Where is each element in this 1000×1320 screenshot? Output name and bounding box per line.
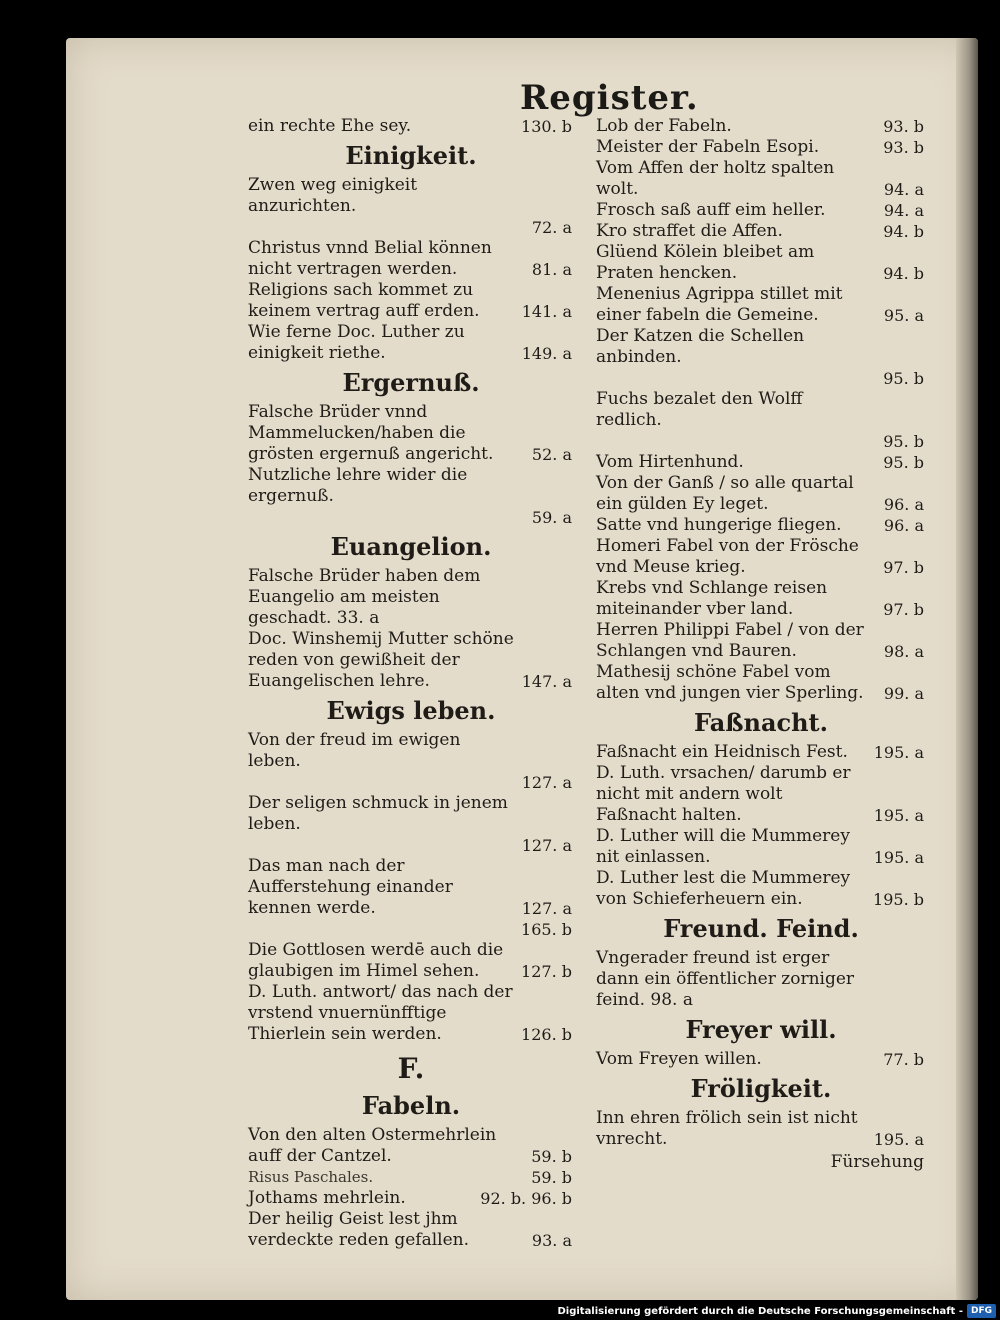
register-entry bbox=[248, 1167, 574, 1188]
entry-text: Krebs vnd Schlange reisen miteinander vber land. bbox=[596, 578, 828, 619]
entry-text: ein rechte Ehe sey. bbox=[248, 116, 412, 136]
entry-page-ref: 77. b bbox=[883, 1050, 924, 1069]
entry-text: Meister der Fabeln Esopi. bbox=[596, 137, 820, 157]
section-heading: Einigkeit. bbox=[345, 141, 477, 170]
entry-page-ref: 81. a bbox=[531, 260, 572, 279]
register-entry bbox=[248, 402, 574, 465]
entry-text: Jothams mehrlein. bbox=[248, 1188, 406, 1208]
entry-text: Faßnacht ein Heidnisch Fest. bbox=[596, 742, 848, 762]
entry-text: D. Luth. vrsachen/ darumb er nicht mit andern wolt Faßnacht halten. bbox=[596, 763, 851, 825]
running-head: Register. bbox=[520, 78, 699, 118]
entry-text: Vom Freyen willen. bbox=[596, 1049, 762, 1069]
register-entry bbox=[248, 919, 574, 940]
entry-text: Von der freud im ewigen leben. bbox=[248, 730, 461, 771]
entry-page-ref: 98. a bbox=[883, 642, 924, 661]
entry-text: Religions sach kommet zu keinem vertrag auff erden. bbox=[248, 280, 480, 321]
section-heading: Freyer will. bbox=[685, 1015, 837, 1044]
entry-page-ref: 94. b bbox=[883, 222, 924, 241]
entry-text: Kro straffet die Affen. bbox=[596, 221, 783, 241]
section-letter: F. bbox=[397, 1052, 425, 1085]
register-entry bbox=[596, 326, 926, 389]
register-entry bbox=[596, 200, 926, 221]
register-entry bbox=[596, 389, 926, 452]
register-entry bbox=[248, 322, 574, 364]
entry-text: Zwen weg einigkeit anzurichten. bbox=[248, 175, 418, 216]
entry-page-ref: 95. b bbox=[883, 432, 924, 451]
entry-page-ref: 195. a bbox=[873, 848, 924, 867]
entry-text: Falsche Brüder haben dem Euangelio am meisten geschadt. 33. a bbox=[248, 566, 481, 628]
entry-text: Von der Ganß / so alle quartal ein gülden Ey leget. bbox=[596, 473, 854, 514]
register-entry bbox=[596, 868, 926, 910]
register-entry bbox=[596, 536, 926, 578]
entry-text: Glüend Kölein bleibet am Praten hencken. bbox=[596, 242, 815, 283]
section-heading: Fabeln. bbox=[361, 1091, 461, 1120]
entry-text: Satte vnd hungerige fliegen. bbox=[596, 515, 842, 535]
entry-page-ref: 97. b bbox=[883, 600, 924, 619]
entry-text: D. Luth. antwort/ das nach der vrstend vnuernünfftige Thierlein sein werden. bbox=[248, 982, 513, 1044]
entry-text: Der seligen schmuck in jenem leben. bbox=[248, 793, 508, 834]
entry-text: Fuchs bezalet den Wolff redlich. bbox=[596, 389, 803, 430]
register-entry bbox=[596, 948, 926, 1011]
entry-text: Herren Philippi Fabel / von der Schlangen vnd Bauren. bbox=[596, 620, 864, 661]
entry-page-ref: 95. b bbox=[883, 369, 924, 388]
register-entry bbox=[596, 763, 926, 826]
entry-text: Menenius Agrippa stillet mit einer fabeln die Gemeine. bbox=[596, 284, 843, 325]
entry-page-ref: 127. b bbox=[521, 962, 572, 981]
register-entry bbox=[248, 982, 574, 1045]
register-entry bbox=[596, 284, 926, 326]
entry-text: Wie ferne Doc. Luther zu einigkeit riethe. bbox=[248, 322, 465, 363]
entry-text: Homeri Fabel von der Frösche vnd Meuse krieg. bbox=[596, 536, 859, 577]
register-entry bbox=[596, 515, 926, 536]
register-entry bbox=[248, 175, 574, 238]
register-entry bbox=[248, 629, 574, 692]
register-entry bbox=[248, 793, 574, 856]
register-entry bbox=[596, 662, 926, 704]
entry-text: Falsche Brüder vnnd Mammelucken/haben die grösten ergernuß angericht. bbox=[248, 402, 494, 464]
entry-text: Risus Paschales. bbox=[248, 1168, 374, 1186]
entry-text: Vom Affen der holtz spalten wolt. bbox=[596, 158, 835, 199]
register-entry bbox=[596, 473, 926, 515]
entry-text: Vngerader freund ist erger dann ein öffentlicher zorniger feind. 98. a bbox=[596, 948, 855, 1010]
entry-page-ref: 195. a bbox=[873, 743, 924, 762]
register-entry bbox=[596, 221, 926, 242]
register-entry bbox=[596, 742, 926, 763]
digitization-footer bbox=[557, 1304, 996, 1318]
entry-page-ref: 126. b bbox=[521, 1025, 572, 1044]
entry-page-ref: 165. b bbox=[521, 920, 572, 939]
book-spine bbox=[956, 38, 978, 1300]
entry-page-ref: 127. a bbox=[521, 836, 572, 855]
entry-text: Die Gottlosen werdē auch die glaubigen im Himel sehen. bbox=[248, 940, 504, 981]
register-entry bbox=[596, 578, 926, 620]
entry-page-ref: 99. a bbox=[883, 684, 924, 703]
entry-page-ref: 97. b bbox=[883, 558, 924, 577]
catchword: Fürsehung bbox=[830, 1152, 924, 1172]
dfg-logo: DFG bbox=[967, 1304, 996, 1318]
section-heading: Freund. Feind. bbox=[663, 914, 859, 943]
section-heading: Ewigs leben. bbox=[326, 696, 496, 725]
register-entry bbox=[596, 452, 926, 473]
entry-page-ref: 147. a bbox=[521, 672, 572, 691]
entry-page-ref: 127. a bbox=[521, 773, 572, 792]
register-entry bbox=[248, 238, 574, 280]
entry-page-ref: 149. a bbox=[521, 344, 572, 363]
register-entry bbox=[596, 620, 926, 662]
entry-page-ref: 94. b bbox=[883, 264, 924, 283]
entry-page-ref: 59. b bbox=[531, 1147, 572, 1166]
entry-page-ref: 52. a bbox=[531, 445, 572, 464]
entry-page-ref: 93. b bbox=[883, 117, 924, 136]
entry-page-ref: 127. a bbox=[521, 899, 572, 918]
entry-page-ref: 130. b bbox=[521, 117, 572, 136]
register-entry bbox=[248, 280, 574, 322]
register-entry bbox=[248, 1188, 574, 1209]
entry-page-ref: 195. a bbox=[873, 1130, 924, 1149]
register-entry bbox=[248, 1125, 574, 1167]
register-entry bbox=[248, 566, 574, 629]
entry-page-ref: 93. a bbox=[531, 1231, 572, 1250]
register-entry bbox=[248, 940, 574, 982]
entry-text: D. Luther lest die Mummerey von Schieferheuern ein. bbox=[596, 868, 851, 909]
entry-page-ref: 95. b bbox=[883, 453, 924, 472]
section-heading: Euangelion. bbox=[330, 532, 492, 561]
entry-text: Das man nach der Aufferstehung einander kennen werde. bbox=[248, 856, 453, 918]
register-column-right bbox=[596, 116, 926, 1172]
entry-page-ref: 94. a bbox=[883, 180, 924, 199]
register-entry bbox=[596, 158, 926, 200]
section-heading: Faßnacht. bbox=[693, 708, 828, 737]
register-entry bbox=[596, 1049, 926, 1070]
entry-page-ref: 96. a bbox=[883, 516, 924, 535]
section-heading: Ergernuß. bbox=[342, 368, 480, 397]
entry-text: D. Luther will die Mummerey nit einlassen. bbox=[596, 826, 850, 867]
entry-page-ref: 72. a bbox=[531, 218, 572, 237]
entry-page-ref: 92. b. 96. b bbox=[480, 1189, 572, 1208]
register-entry bbox=[248, 465, 574, 528]
entry-text: Nutzliche lehre wider die ergernuß. bbox=[248, 465, 468, 506]
entry-page-ref: 96. a bbox=[883, 495, 924, 514]
entry-page-ref: 93. b bbox=[883, 138, 924, 157]
register-entry bbox=[596, 116, 926, 137]
section-heading: Fröligkeit. bbox=[690, 1074, 832, 1103]
entry-text: Lob der Fabeln. bbox=[596, 116, 732, 136]
register-entry bbox=[596, 137, 926, 158]
register-entry bbox=[596, 1108, 926, 1150]
entry-text: Frosch saß auff eim heller. bbox=[596, 200, 826, 220]
register-entry bbox=[248, 856, 574, 919]
entry-text: Der heilig Geist lest jhm verdeckte reden gefallen. bbox=[248, 1209, 469, 1250]
entry-text: Mathesij schöne Fabel vom alten vnd jungen vier Sperling. bbox=[596, 662, 864, 703]
entry-page-ref: 59. a bbox=[531, 508, 572, 527]
entry-page-ref: 195. b bbox=[873, 890, 924, 909]
entry-page-ref: 195. a bbox=[873, 806, 924, 825]
register-entry bbox=[596, 826, 926, 868]
register-column-left bbox=[248, 116, 574, 1251]
entry-page-ref: 95. a bbox=[883, 306, 924, 325]
register-entry bbox=[248, 1209, 574, 1251]
register-entry bbox=[248, 116, 574, 137]
entry-text: Vom Hirtenhund. bbox=[596, 452, 744, 472]
entry-page-ref: 141. a bbox=[521, 302, 572, 321]
entry-page-ref: 59. b bbox=[531, 1168, 572, 1187]
register-entry bbox=[596, 242, 926, 284]
entry-text: Christus vnnd Belial können nicht vertragen werden. bbox=[248, 238, 492, 279]
entry-page-ref: 94. a bbox=[883, 201, 924, 220]
entry-text: Von den alten Ostermehrlein auff der Cantzel. bbox=[248, 1125, 497, 1166]
entry-text: Inn ehren frölich sein ist nicht vnrecht. bbox=[596, 1108, 858, 1149]
register-entry bbox=[248, 730, 574, 793]
entry-text: Doc. Winshemij Mutter schöne reden von gewißheit der Euangelischen lehre. bbox=[248, 629, 514, 691]
entry-text: Der Katzen die Schellen anbinden. bbox=[596, 326, 805, 367]
footer-text: Digitalisierung gefördert durch die Deutsche Forschungsgemeinschaft - bbox=[557, 1305, 963, 1317]
